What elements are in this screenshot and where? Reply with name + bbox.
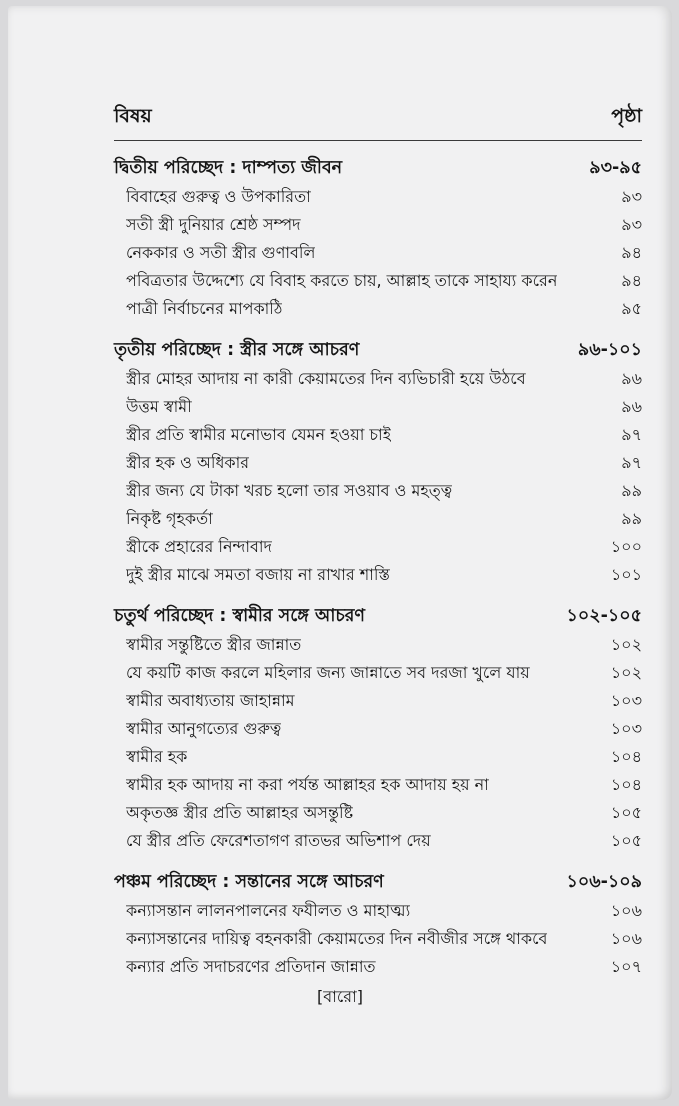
toc-entry xyxy=(114,533,642,561)
entry-title: স্বামীর হক আদায় না করা পর্যন্ত আল্লাহর হক আদায় হয় না xyxy=(126,775,489,794)
toc-entry xyxy=(114,365,642,393)
entry-title: পাত্রী নির্বাচনের মাপকাঠি xyxy=(126,299,283,318)
entry-page: ৯৫ xyxy=(621,299,642,318)
toc-entry xyxy=(114,183,642,211)
toc-entry xyxy=(114,267,642,295)
toc-entry xyxy=(114,449,642,477)
entry-page: ৯৯ xyxy=(621,509,642,528)
entry-title: কন্যাসন্তান লালনপালনের ফযীলত ও মাহাত্ম্য xyxy=(126,901,411,920)
toc-entry xyxy=(114,561,642,589)
toc-entry xyxy=(114,631,642,659)
section-title-row xyxy=(114,867,642,897)
entry-page: ১০৪ xyxy=(610,747,642,766)
section-title-row xyxy=(114,601,642,631)
section-page-range: ৯৩-৯৫ xyxy=(589,158,642,178)
entry-title: স্ত্রীর জন্য যে টাকা খরচ হলো তার সওয়াব ও মহত্ত্ব xyxy=(126,481,453,500)
toc-entry xyxy=(114,477,642,505)
section-title: পঞ্চম পরিচ্ছেদ : সন্তানের সঙ্গে আচরণ xyxy=(114,872,384,892)
section-title-row xyxy=(114,335,642,365)
toc-section xyxy=(114,335,642,589)
entry-title: কন্যাসন্তানের দায়িত্ব বহনকারী কেয়ামতের দিন নবীজীর সঙ্গে থাকবে xyxy=(126,929,548,948)
toc-entry xyxy=(114,827,642,855)
toc-entry xyxy=(114,421,642,449)
entry-page: ৯৬ xyxy=(621,369,642,388)
entry-page: ১০৫ xyxy=(610,803,642,822)
entry-page: ৯৪ xyxy=(621,271,642,290)
toc-sections xyxy=(114,153,642,981)
entry-page: ১০৩ xyxy=(610,719,642,738)
entry-title: কন্যার প্রতি সদাচরণের প্রতিদান জান্নাত xyxy=(126,957,376,976)
section-page-range: ১০২-১০৫ xyxy=(566,606,642,626)
toc-section xyxy=(114,153,642,323)
entry-page: ১০৭ xyxy=(610,957,642,976)
entry-title: সতী স্ত্রী দুনিয়ার শ্রেষ্ঠ সম্পদ xyxy=(126,215,301,234)
toc-entry xyxy=(114,295,642,323)
entry-title: স্ত্রীর হক ও অধিকার xyxy=(126,453,250,472)
toc-entry xyxy=(114,239,642,267)
entry-title: নিকৃষ্ট গৃহকর্তা xyxy=(126,509,213,528)
entry-title: যে স্ত্রীর প্রতি ফেরেশতাগণ রাতভর অভিশাপ দেয় xyxy=(126,831,431,850)
entry-page: ৯৭ xyxy=(621,425,642,444)
toc-entry xyxy=(114,771,642,799)
entry-page: ৯৩ xyxy=(621,187,642,206)
entry-title: স্বামীর হক xyxy=(126,747,188,766)
entry-title: স্বামীর সন্তুষ্টিতে স্ত্রীর জান্নাত xyxy=(126,635,302,654)
entry-title: যে কয়টি কাজ করলে মহিলার জন্য জান্নাতে সব দরজা খুলে যায় xyxy=(126,663,530,682)
entry-title: স্ত্রীর মোহর আদায় না কারী কেয়ামতের দিন ব্যভিচারী হয়ে উঠবে xyxy=(126,369,526,388)
entry-title: অকৃতজ্ঞ স্ত্রীর প্রতি আল্লাহর অসন্তুষ্টি xyxy=(126,803,354,822)
entry-title: স্বামীর আনুগত্যের গুরুত্ব xyxy=(126,719,282,738)
entry-page: ১০৪ xyxy=(610,775,642,794)
entry-page: ১০৩ xyxy=(610,691,642,710)
toc-entry xyxy=(114,393,642,421)
toc-entry xyxy=(114,687,642,715)
entry-page: ১০৬ xyxy=(610,929,642,948)
toc-entry xyxy=(114,925,642,953)
entry-page: ৯৩ xyxy=(621,215,642,234)
toc-entry xyxy=(114,953,642,981)
entry-page: ১০২ xyxy=(610,635,642,654)
toc-header xyxy=(114,102,642,141)
toc-entry xyxy=(114,505,642,533)
entry-title: নেককার ও সতী স্ত্রীর গুণাবলি xyxy=(126,243,316,262)
section-title-row xyxy=(114,153,642,183)
toc-entry xyxy=(114,897,642,925)
entry-title: বিবাহের গুরুত্ব ও উপকারিতা xyxy=(126,187,311,206)
entry-title: স্ত্রীর প্রতি স্বামীর মনোভাব যেমন হওয়া চাই xyxy=(126,425,392,444)
entry-page: ৯৯ xyxy=(621,481,642,500)
toc-entry xyxy=(114,743,642,771)
entry-page: ১০০ xyxy=(610,537,642,556)
section-page-range: ১০৬-১০৯ xyxy=(566,872,642,892)
section-title: চতুর্থ পরিচ্ছেদ : স্বামীর সঙ্গে আচরণ xyxy=(114,606,366,626)
entry-title: দুই স্ত্রীর মাঝে সমতা বজায় না রাখার শাস্তি xyxy=(126,565,390,584)
subject-heading: বিষয় xyxy=(114,105,152,127)
toc-section xyxy=(114,867,642,981)
section-title: দ্বিতীয় পরিচ্ছেদ : দাম্পত্য জীবন xyxy=(114,158,343,178)
entry-title: স্ত্রীকে প্রহারের নিন্দাবাদ xyxy=(126,537,272,556)
entry-title: পবিত্রতার উদ্দেশ্যে যে বিবাহ করতে চায়, আল্লাহ তাকে সাহায্য করেন xyxy=(126,271,558,290)
toc-entry xyxy=(114,799,642,827)
page-heading: পৃষ্ঠা xyxy=(611,105,642,127)
entry-page: ৯৬ xyxy=(621,397,642,416)
entry-page: ১০৫ xyxy=(610,831,642,850)
entry-page: ৯৭ xyxy=(621,453,642,472)
section-page-range: ৯৬-১০১ xyxy=(577,340,642,360)
toc-entry xyxy=(114,715,642,743)
toc-entry xyxy=(114,659,642,687)
table-of-contents xyxy=(114,102,642,981)
toc-section xyxy=(114,601,642,855)
section-title: তৃতীয় পরিচ্ছেদ : স্ত্রীর সঙ্গে আচরণ xyxy=(114,340,360,360)
entry-page: ১০৬ xyxy=(610,901,642,920)
entry-page: ১০২ xyxy=(610,663,642,682)
entry-page: ১০১ xyxy=(610,565,642,584)
book-page xyxy=(8,6,672,1100)
entry-title: স্বামীর অবাধ্যতায় জাহান্নাম xyxy=(126,691,295,710)
page-number: [বারো] xyxy=(317,987,363,1006)
entry-page: ৯৪ xyxy=(621,243,642,262)
toc-entry xyxy=(114,211,642,239)
entry-title: উত্তম স্বামী xyxy=(126,397,192,416)
